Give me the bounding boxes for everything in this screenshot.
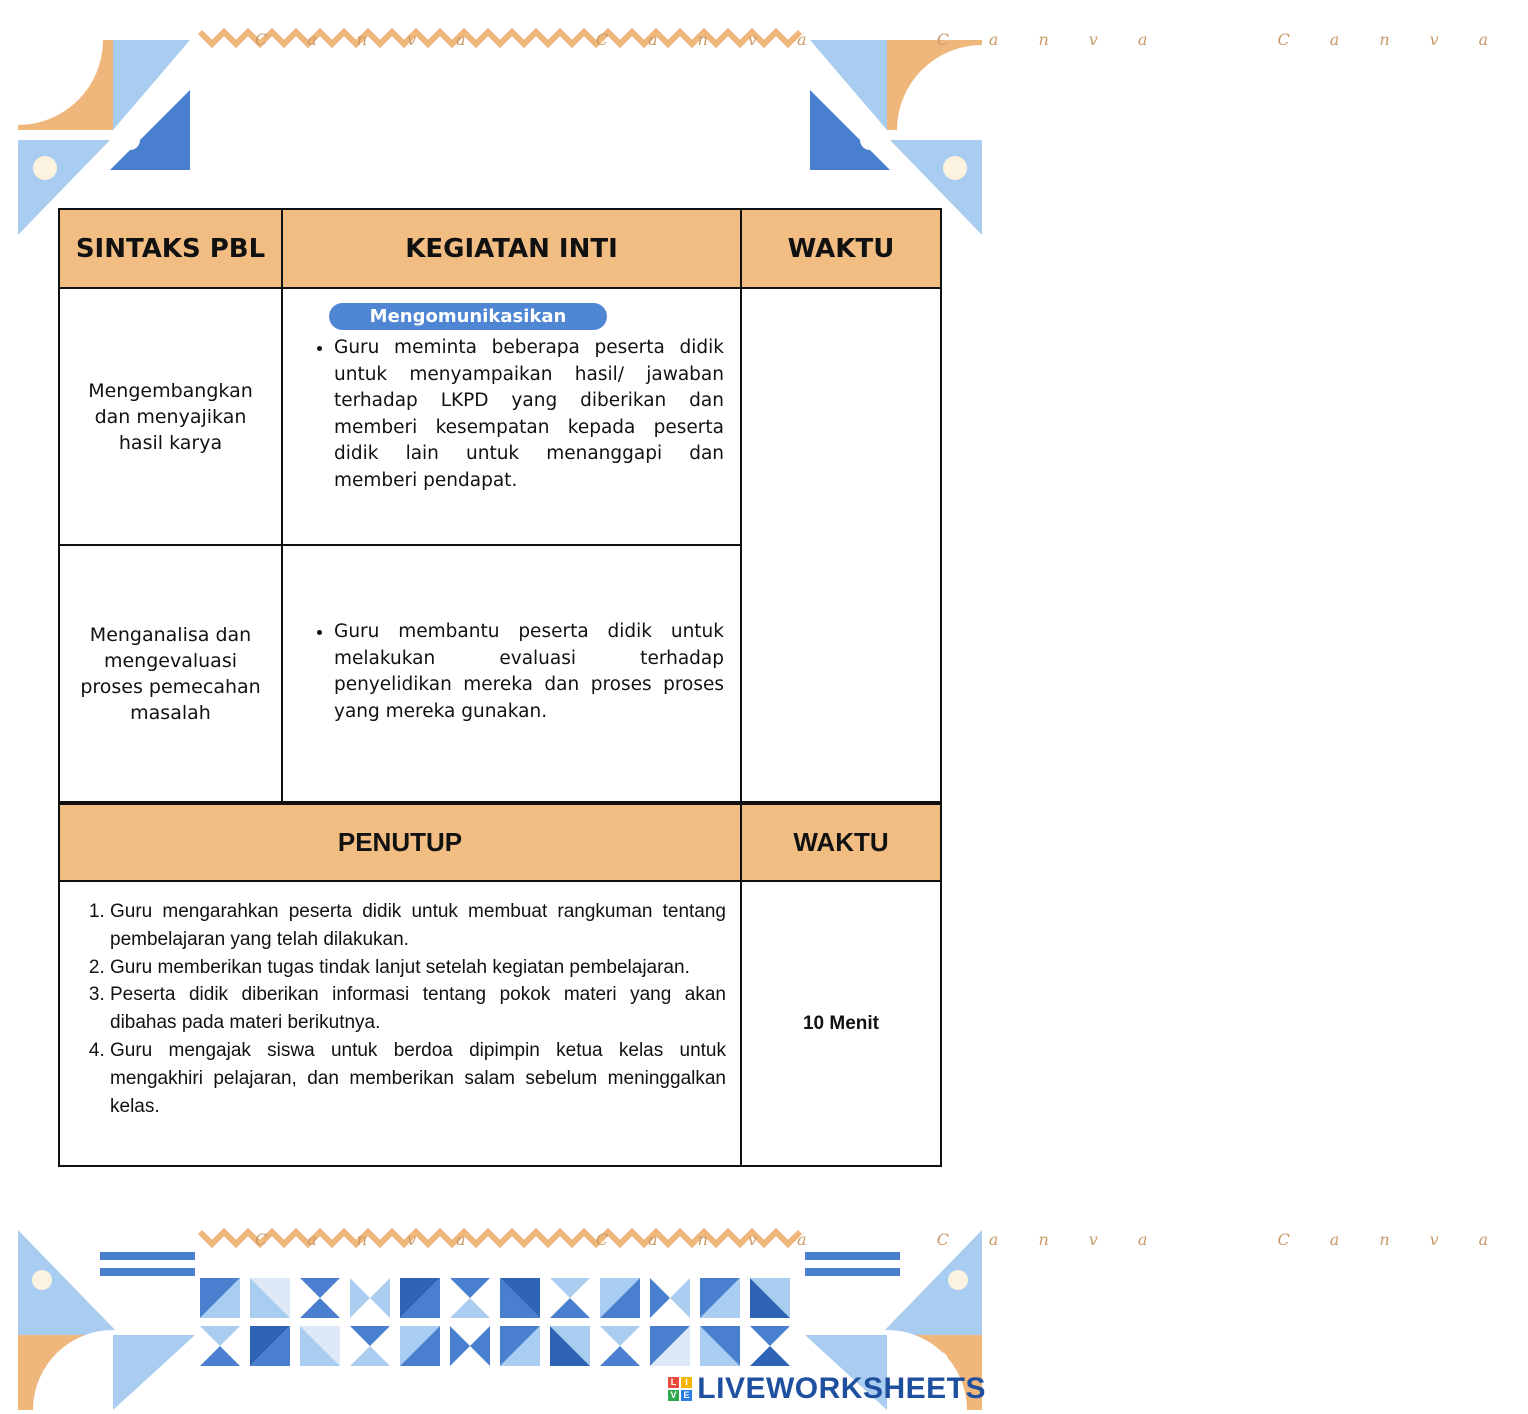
kegiatan-row-2: [306, 619, 724, 725]
list-item: 3. Peserta didik diberikan informasi tentang pokok materi yang akan dibahas pada materi berikutnya.: [110, 981, 726, 1037]
watermark-bottom: Canva Canva Canva Canva: [255, 1230, 1528, 1249]
kegiatan-inti-table: [58, 208, 942, 803]
header-penutup: PENUTUP: [60, 805, 740, 880]
penutup-list: [60, 898, 726, 1120]
header-waktu-penutup: WAKTU: [742, 805, 940, 880]
liveworksheets-logo[interactable]: L I V E LIVEWORKSHEETS: [668, 1372, 986, 1406]
header-sintaks: SINTAKS PBL: [60, 210, 281, 287]
list-item: 4. Guru mengajak siswa untuk berdoa dipimpin ketua kelas untuk mengakhiri pelajaran, dan memberikan salam sebelum meninggalkan kelas.: [110, 1037, 726, 1120]
sintaks-row-1: Mengembangkan dan menyajikan hasil karya: [88, 379, 253, 454]
sintaks-row-2: Menganalisa dan mengevaluasi proses pemecahan masalah: [80, 623, 261, 724]
header-kegiatan: KEGIATAN INTI: [283, 210, 740, 287]
list-item: • Guru membantu peserta didik untuk melakukan evaluasi terhadap penyelidikan mereka dan proses proses yang mereka gunakan.: [334, 619, 724, 725]
list-item: 2. Guru memberikan tugas tindak lanjut setelah kegiatan pembelajaran.: [110, 954, 726, 982]
kegiatan-row-1: [306, 335, 724, 494]
header-waktu: WAKTU: [742, 210, 940, 287]
penutup-table: [58, 801, 942, 1167]
list-item: 1. Guru mengarahkan peserta didik untuk membuat rangkuman tentang pembelajaran yang telah dilakukan.: [110, 898, 726, 954]
watermark-top: Canva Canva Canva Canva: [255, 30, 1528, 49]
penutup-waktu-value: 10 Menit: [802, 1012, 880, 1034]
list-item: • Guru meminta beberapa peserta didik untuk menyampaikan hasil/ jawaban terhadap LKPD yang diberikan dan memberi kesempatan kepada peserta didik lain untuk menanggapi dan memberi pendapat.: [334, 335, 724, 494]
liveworksheets-icon: L I V E: [668, 1377, 692, 1401]
tile-pattern: [200, 1278, 790, 1366]
mengomunikasikan-badge: Mengomunikasikan: [329, 303, 607, 330]
